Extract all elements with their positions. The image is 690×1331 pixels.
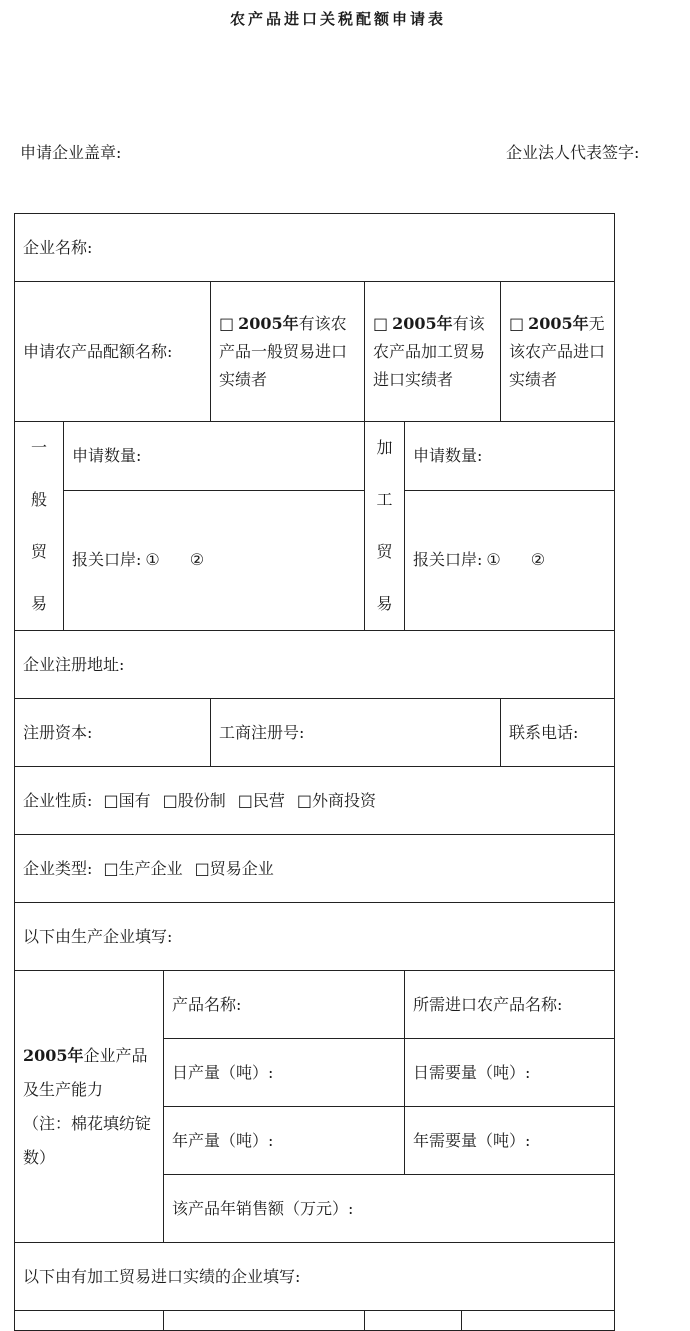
checkbox-icon[interactable]: □ [103, 858, 119, 878]
production-fill-row [15, 903, 615, 971]
nature-row [15, 767, 615, 835]
annual-need-field[interactable]: 年需要量（吨）: [405, 1107, 615, 1175]
processing-customs-port-field[interactable]: 报关口岸: ① ② [405, 490, 615, 630]
checkbox-icon[interactable]: □ [194, 858, 210, 878]
apply-product-row [15, 282, 615, 422]
phone-field[interactable]: 联系电话: [501, 699, 615, 767]
general-customs-port-field[interactable]: 报关口岸: ① ② [64, 490, 365, 630]
company-type-field[interactable]: 企业类型: □生产企业 □贸易企业 [15, 835, 615, 903]
product-name-field[interactable]: 产品名称: [164, 971, 405, 1039]
trade-quantity-row [15, 422, 615, 491]
apply-product-name-label: 申请农产品配额名称: [15, 282, 211, 422]
daily-output-field[interactable]: 日产量（吨）: [164, 1039, 405, 1107]
trade-port-row [15, 490, 615, 630]
capacity-label: 2005年企业产品 及生产能力 （注：棉花填纺锭数） [15, 971, 164, 1243]
annual-sales-field[interactable]: 该产品年销售额（万元）: [164, 1175, 615, 1243]
checkbox-icon[interactable]: □ [103, 790, 119, 810]
annual-output-field[interactable]: 年产量（吨）: [164, 1107, 405, 1175]
company-name-row [15, 214, 615, 282]
reg-address-field[interactable]: 企业注册地址: [15, 631, 615, 699]
company-nature-field[interactable]: 企业性质: □国有 □股份制 □民营 □外商投资 [15, 767, 615, 835]
capacity-row-1 [15, 971, 615, 1039]
type-row [15, 835, 615, 903]
checkbox-icon[interactable]: □ [237, 790, 253, 810]
processing-trade-label: 加 工 贸 易 [365, 422, 405, 631]
capital-row [15, 699, 615, 767]
daily-need-field[interactable]: 日需要量（吨）: [405, 1039, 615, 1107]
option-general-trade[interactable]: □ 2005年有该农产品一般贸易进口实绩者 [211, 282, 365, 422]
option-processing-trade[interactable]: □ 2005年有该农产品加工贸易进口实绩者 [365, 282, 501, 422]
checkbox-icon[interactable]: □ [219, 313, 235, 333]
checkbox-icon[interactable]: □ [296, 790, 313, 810]
import-product-name-field[interactable]: 所需进口农产品名称: [405, 971, 615, 1039]
processing-apply-qty-field[interactable]: 申请数量: [405, 422, 615, 491]
application-form-table [14, 213, 615, 1331]
legal-rep-signature-label: 企业法人代表签字: [506, 143, 640, 162]
checkbox-icon[interactable]: □ [162, 790, 178, 810]
option-no-import[interactable]: □ 2005年无该农产品进口实绩者 [501, 282, 615, 422]
biz-reg-no-field[interactable]: 工商注册号: [211, 699, 501, 767]
general-apply-qty-field[interactable]: 申请数量: [64, 422, 365, 491]
processing-fill-heading: 以下由有加工贸易进口实绩的企业填写: [15, 1243, 615, 1311]
company-stamp-label: 申请企业盖章: [20, 143, 122, 162]
checkbox-icon[interactable]: □ [373, 313, 389, 333]
general-trade-label: 一 般 贸 易 [15, 422, 64, 631]
checkbox-icon[interactable]: □ [509, 313, 525, 333]
company-name-field[interactable]: 企业名称: [15, 214, 615, 282]
reg-address-row [15, 631, 615, 699]
reg-capital-field[interactable]: 注册资本: [15, 699, 211, 767]
production-fill-heading: 以下由生产企业填写: [15, 903, 615, 971]
document-title: 农产品进口关税配额申请表 [229, 10, 446, 28]
processing-fill-row [15, 1243, 615, 1311]
